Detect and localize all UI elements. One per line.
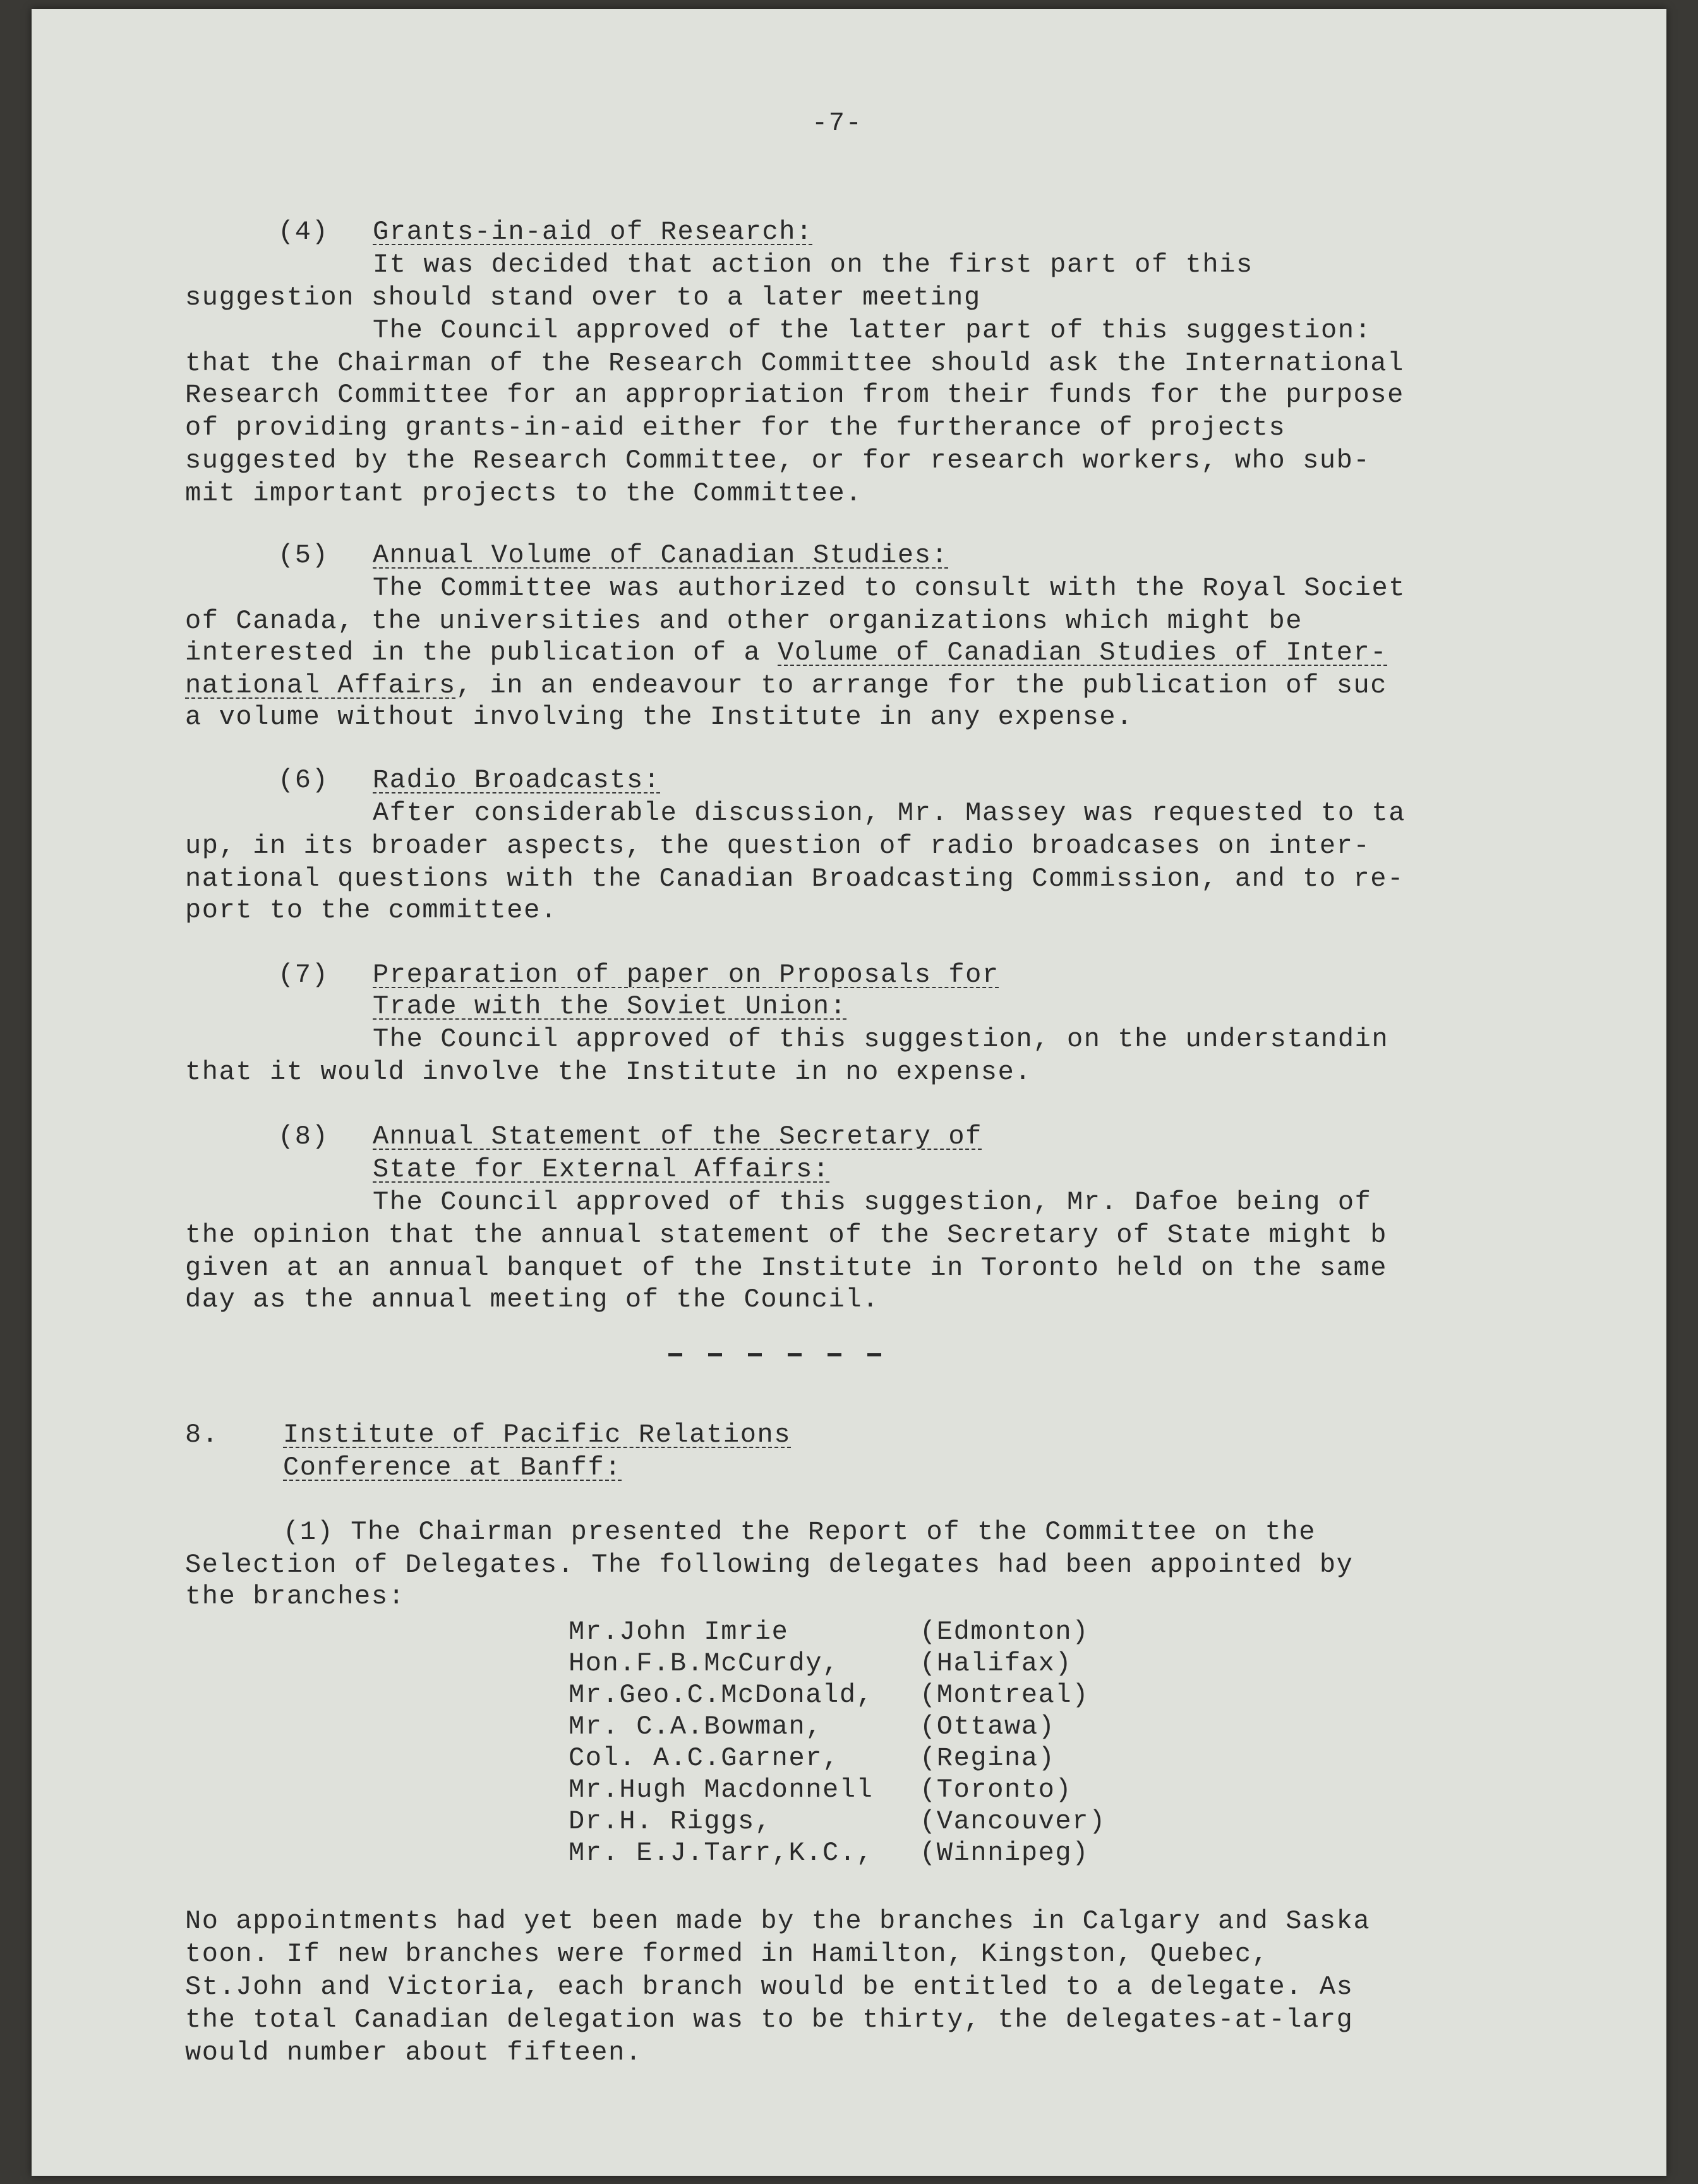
item-number-4: (4) <box>278 217 329 247</box>
body-line: national questions with the Canadian Broadcasting Commission, and to re- <box>185 864 1404 894</box>
heading-conference-at-banff: Conference at Banff: <box>283 1452 622 1483</box>
heading-preparation-of-paper-cont: Trade with the Soviet Union: <box>373 991 847 1022</box>
delegate-branch: (Winnipeg) <box>920 1838 1090 1868</box>
body-line: port to the committee. <box>185 895 558 926</box>
delegate-name: Mr.John Imrie <box>569 1617 789 1647</box>
heading-annual-volume: Annual Volume of Canadian Studies: <box>373 540 949 570</box>
delegate-branch: (Edmonton) <box>920 1617 1090 1647</box>
delegate-name: Hon.F.B.McCurdy, <box>569 1648 840 1679</box>
heading-annual-statement: Annual Statement of the Secretary of <box>373 1121 982 1152</box>
body-line: suggestion should stand over to a later meeting <box>185 282 981 313</box>
delegate-branch: (Toronto) <box>920 1775 1073 1805</box>
body-line: given at an annual banquet of the Institute in Toronto held on the same <box>185 1253 1388 1283</box>
publication-title: national Affairs <box>185 670 456 701</box>
body-line: the total Canadian delegation was to be thirty, the delegates-at-larg <box>185 2005 1354 2035</box>
page-number: -7- <box>812 108 863 138</box>
heading-preparation-of-paper: Preparation of paper on Proposals for <box>373 960 999 990</box>
body-line: The Council approved of this suggestion, on the understandin <box>373 1024 1389 1054</box>
delegate-name: Mr.Geo.C.McDonald, <box>569 1680 874 1710</box>
delegate-name: Mr.Hugh Macdonnell <box>569 1775 874 1805</box>
delegate-branch: (Vancouver) <box>920 1806 1106 1837</box>
body-line: The Committee was authorized to consult with the Royal Societ <box>373 573 1406 603</box>
heading-institute-of-pacific-relations: Institute of Pacific Relations <box>283 1420 792 1450</box>
publication-title: Volume of Canadian Studies of Inter- <box>778 637 1388 668</box>
body-line: After considerable discussion, Mr. Massey was requested to ta <box>373 798 1406 828</box>
delegate-branch: (Halifax) <box>920 1648 1073 1679</box>
body-line: of providing grants-in-aid either for the furtherance of projects <box>185 413 1286 443</box>
body-line: The Council approved of the latter part of this suggestion: <box>373 315 1372 346</box>
body-line: The Council approved of this suggestion, Mr. Dafoe being of <box>373 1187 1372 1217</box>
body-line: that the Chairman of the Research Committee should ask the International <box>185 348 1404 378</box>
body-text: , in an endeavour to arrange for the publication of suc <box>455 670 1388 701</box>
body-line: day as the annual meeting of the Council. <box>185 1284 879 1315</box>
heading-annual-statement-cont: State for External Affairs: <box>373 1154 830 1185</box>
section-separator <box>668 1353 934 1357</box>
document-page <box>32 9 1666 2176</box>
body-line: a volume without involving the Institute in any expense. <box>185 702 1134 732</box>
delegate-branch: (Montreal) <box>920 1680 1090 1710</box>
item-number-6: (6) <box>278 765 329 795</box>
body-line: the branches: <box>185 1581 406 1612</box>
body-line: suggested by the Research Committee, or for research workers, who sub- <box>185 445 1371 476</box>
body-line: of Canada, the universities and other organizations which might be <box>185 606 1303 636</box>
delegate-branch: (Ottawa) <box>920 1711 1056 1742</box>
item-number-main-8: 8. <box>185 1420 219 1450</box>
delegate-name: Col. A.C.Garner, <box>569 1743 840 1773</box>
body-line: No appointments had yet been made by the branches in Calgary and Saska <box>185 1906 1371 1936</box>
delegate-name: Mr. E.J.Tarr,K.C., <box>569 1838 874 1868</box>
heading-grants-in-aid: Grants-in-aid of Research: <box>373 217 813 247</box>
body-line: toon. If new branches were formed in Hamilton, Kingston, Quebec, <box>185 1939 1269 1969</box>
item-number-8: (8) <box>278 1121 329 1152</box>
body-line <box>185 638 1387 667</box>
body-line: up, in its broader aspects, the question of radio broadcases on inter- <box>185 831 1371 861</box>
item-number-5: (5) <box>278 540 329 570</box>
body-text: interested in the publication of a <box>185 637 778 668</box>
delegate-branch: (Regina) <box>920 1743 1056 1773</box>
delegate-name: Mr. C.A.Bowman, <box>569 1711 823 1742</box>
body-line: that it would involve the Institute in no expense. <box>185 1057 1032 1087</box>
body-line: Selection of Delegates. The following delegates had been appointed by <box>185 1550 1354 1580</box>
body-line <box>185 671 1387 700</box>
body-line: would number about fifteen. <box>185 2037 642 2068</box>
body-line: the opinion that the annual statement of the Secretary of State might b <box>185 1220 1388 1250</box>
body-line: mit important projects to the Committee. <box>185 478 863 509</box>
heading-radio-broadcasts: Radio Broadcasts: <box>373 765 661 795</box>
item-number-7: (7) <box>278 960 329 990</box>
delegate-name: Dr.H. Riggs, <box>569 1806 772 1837</box>
body-line: St.John and Victoria, each branch would be entitled to a delegate. As <box>185 1972 1354 2002</box>
body-line: It was decided that action on the first part of this <box>373 250 1253 280</box>
body-line: Research Committee for an appropriation from their funds for the purpose <box>185 380 1404 410</box>
body-line: (1) The Chairman presented the Report of the Committee on the <box>283 1517 1316 1547</box>
